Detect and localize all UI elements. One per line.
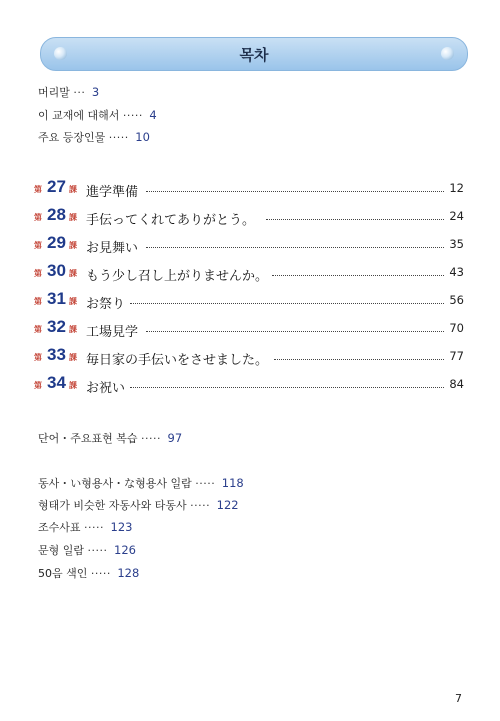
entry-label: 형태가 비슷한 자동사와 타동사: [38, 499, 187, 512]
lesson-title: もう少し召し上がりませんか。: [86, 269, 269, 284]
lesson-prefix: 第: [34, 297, 42, 306]
lesson-title: お祭り: [86, 297, 126, 312]
toc-lesson-31[interactable]: [34, 289, 464, 311]
lesson-suffix: 課: [69, 241, 77, 250]
entry-label: 문형 일람: [38, 544, 85, 557]
entry-leader: ·····: [141, 432, 161, 445]
dot-leader: [130, 303, 444, 304]
entry-label: 이 교재에 대해서: [38, 109, 120, 122]
lesson-title: 進学準備: [86, 185, 139, 200]
toc-lesson-33[interactable]: [34, 345, 464, 367]
toc-entry-index[interactable]: [38, 565, 139, 581]
lesson-title: お祝い: [86, 381, 126, 396]
lesson-page: 56: [449, 293, 464, 307]
entry-page: 126: [114, 543, 136, 557]
lesson-number: 31: [47, 289, 66, 308]
lesson-page: 12: [449, 181, 464, 195]
toc-entry-review[interactable]: [38, 430, 182, 446]
lesson-number: 34: [47, 373, 66, 392]
entry-page: 123: [110, 520, 133, 534]
lesson-title: お見舞い: [86, 241, 139, 256]
toc-entry-about[interactable]: [38, 107, 157, 123]
lesson-title: 毎日家の手伝いをさせました。: [86, 353, 269, 368]
dot-leader: [146, 331, 444, 332]
toc-header-banner: [40, 37, 468, 71]
lesson-number: 33: [47, 345, 66, 364]
toc-entry-preface[interactable]: [38, 84, 99, 100]
lesson-page: 84: [449, 377, 464, 391]
lesson-prefix: 第: [34, 185, 42, 194]
entry-page: 4: [149, 108, 157, 122]
entry-leader: ·····: [84, 521, 104, 534]
dot-leader: [274, 359, 444, 360]
entry-leader: ···: [73, 86, 86, 99]
dot-leader: [146, 247, 444, 248]
lesson-suffix: 課: [69, 297, 77, 306]
toc-entry-verb-pairs[interactable]: [38, 497, 239, 513]
bullet-icon: [441, 47, 454, 60]
entry-label: 주요 등장인물: [38, 131, 106, 144]
dot-leader: [146, 191, 444, 192]
lesson-number: 29: [47, 233, 66, 252]
dot-leader: [272, 275, 444, 276]
entry-page: 97: [167, 431, 183, 445]
lesson-page: 43: [449, 265, 464, 279]
entry-page: 128: [117, 566, 140, 580]
entry-leader: ·····: [195, 477, 216, 490]
lesson-number: 32: [47, 317, 66, 336]
page-number: 7: [455, 692, 462, 705]
toc-lesson-30[interactable]: [34, 261, 464, 283]
entry-page: 10: [135, 130, 150, 144]
dot-leader: [266, 219, 444, 220]
lesson-number: 27: [47, 177, 66, 196]
entry-leader: ·····: [122, 109, 143, 122]
toc-entry-characters[interactable]: [38, 129, 150, 145]
entry-leader: ·····: [190, 499, 211, 512]
lesson-prefix: 第: [34, 269, 42, 278]
entry-label: 머리말: [38, 86, 70, 99]
entry-leader: ·····: [90, 567, 111, 580]
lesson-prefix: 第: [34, 381, 42, 390]
entry-label: 50음 색인: [38, 567, 88, 580]
entry-label: 단어・주요표현 복습: [38, 432, 138, 445]
lesson-prefix: 第: [34, 241, 42, 250]
toc-entry-patterns[interactable]: [38, 542, 136, 558]
entry-label: 조수사표: [38, 521, 81, 534]
dot-leader: [130, 387, 444, 388]
lesson-number: 28: [47, 205, 66, 224]
lesson-title: 手伝ってくれてありがとう。: [86, 213, 256, 228]
lesson-prefix: 第: [34, 325, 42, 334]
lesson-suffix: 課: [69, 185, 77, 194]
entry-page: 118: [221, 476, 244, 490]
lesson-page: 24: [449, 209, 464, 223]
entry-page: 122: [216, 498, 239, 512]
lesson-suffix: 課: [69, 353, 77, 362]
lesson-page: 35: [449, 237, 464, 251]
entry-leader: ·····: [87, 544, 108, 557]
lesson-prefix: 第: [34, 213, 42, 222]
entry-label: 동사・い형용사・な형용사 일람: [38, 477, 192, 490]
lesson-title: 工場見学: [86, 325, 139, 340]
lesson-page: 77: [449, 349, 464, 363]
toc-lesson-32[interactable]: [34, 317, 464, 339]
lesson-prefix: 第: [34, 353, 42, 362]
lesson-suffix: 課: [69, 213, 77, 222]
toc-lesson-29[interactable]: [34, 233, 464, 255]
entry-page: 3: [91, 85, 100, 99]
lesson-suffix: 課: [69, 325, 77, 334]
toc-lesson-34[interactable]: [34, 373, 464, 395]
toc-lesson-27[interactable]: [34, 177, 464, 199]
lesson-number: 30: [47, 261, 66, 280]
lesson-suffix: 課: [69, 381, 77, 390]
entry-leader: ·····: [108, 131, 129, 144]
toc-entry-counters[interactable]: [38, 519, 132, 535]
page-title: 목차: [239, 46, 269, 64]
lesson-suffix: 課: [69, 269, 77, 278]
lesson-page: 70: [449, 321, 464, 335]
toc-entry-verb-list[interactable]: [38, 475, 244, 491]
toc-lesson-28[interactable]: [34, 205, 464, 227]
